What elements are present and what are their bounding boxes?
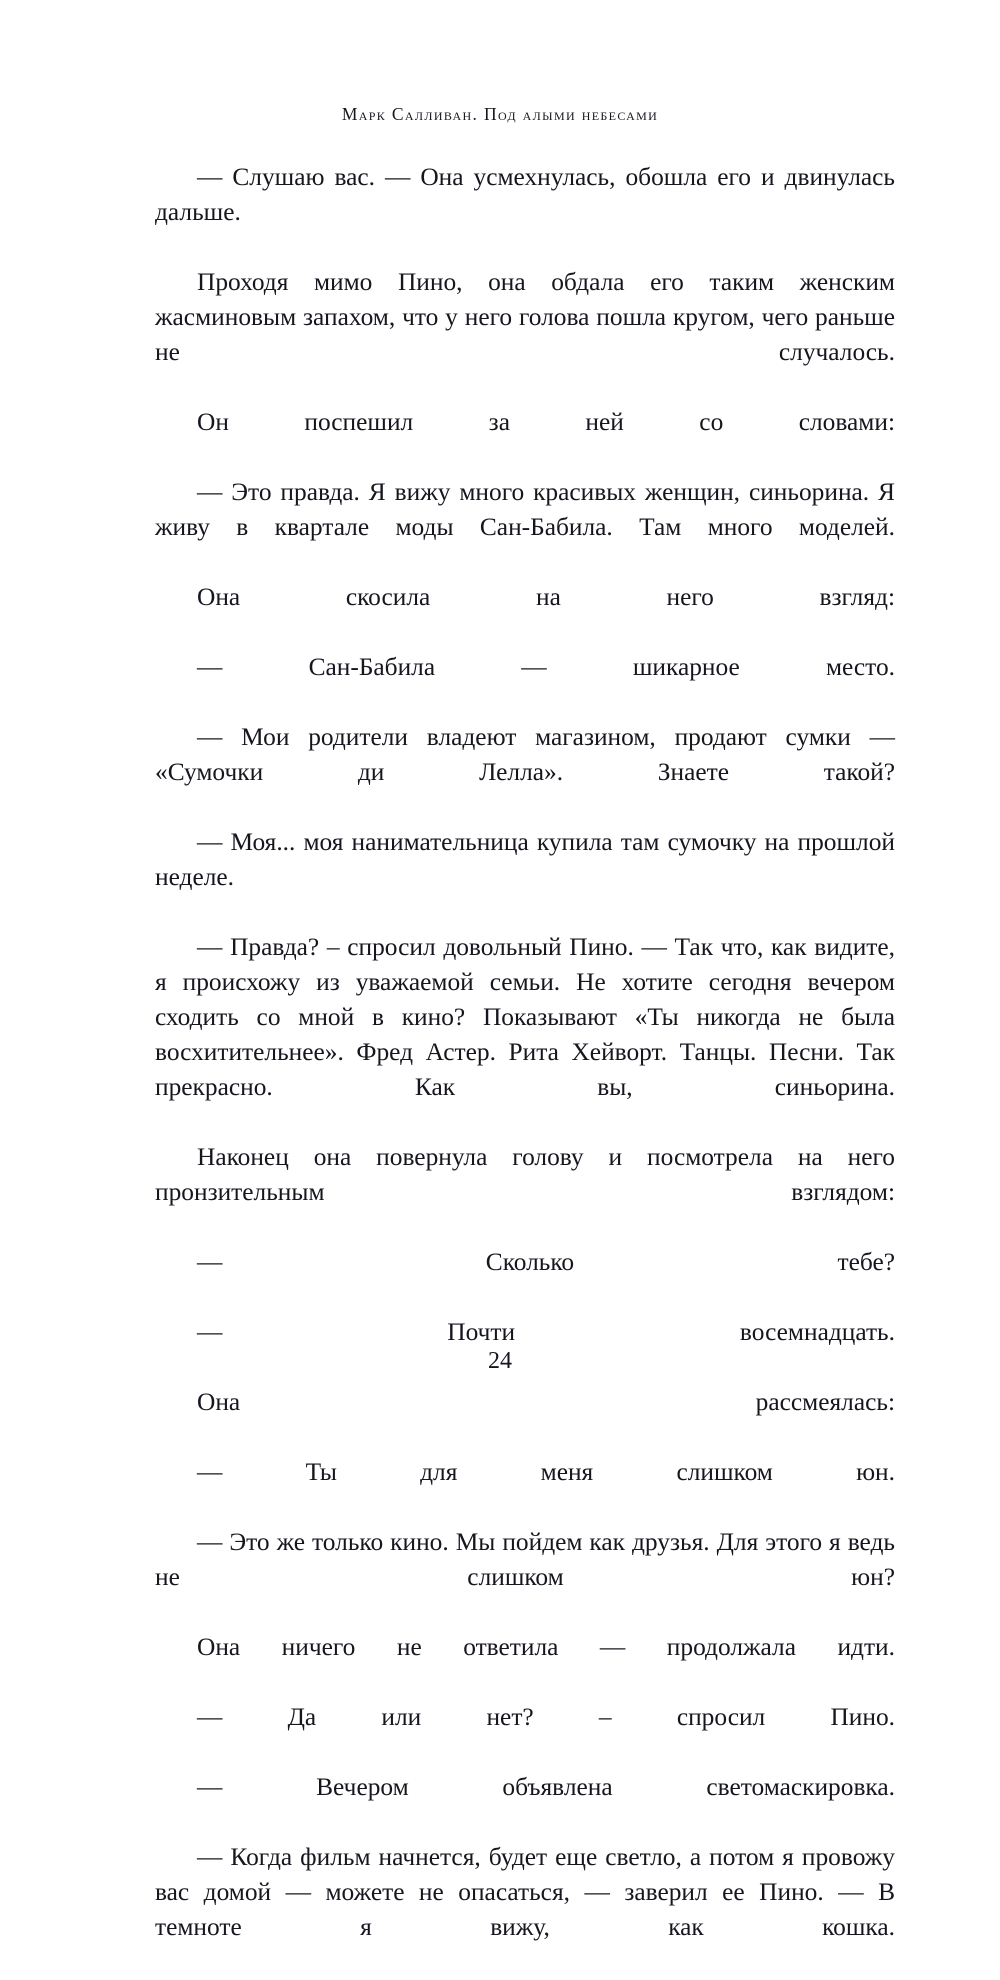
paragraph: — Слушаю вас. — Она усмехнулась, обошла его и двинулась дальше.	[155, 163, 895, 226]
page-number: 24	[488, 1348, 512, 1374]
paragraph: — Это же только кино. Мы пойдем как друзья. Для этого я ведь не слишком юн?	[155, 1528, 895, 1591]
paragraph: — Почти восемнадцать.	[197, 1318, 895, 1346]
body-text-block	[155, 160, 895, 1980]
paragraph: — Сколько тебе?	[197, 1248, 895, 1276]
paragraph: — Правда? – спросил довольный Пино. — Так что, как видите, я происхожу из уважаемой семьи. Не хотите сегодня вечером сходить со мной в кино? Показывают «Ты никогда не была восхитительнее». Фред Астер. Рита Хейворт. Танцы. Песни. Так прекрасно. Как вы, синьорина.	[155, 933, 895, 1101]
paragraph: — Вечером объявлена светомаскировка.	[197, 1773, 895, 1801]
running-head: Марк Салливан. Под алыми небесами	[341, 104, 659, 124]
paragraph: — Когда фильм начнется, будет еще светло, а потом я провожу вас домой — можете не опасаться, — заверил ее Пино. — В темноте я вижу, как кошка.	[155, 1843, 895, 1941]
paragraph: — Это правда. Я вижу много красивых женщин, синьорина. Я живу в квартале моды Сан-Бабила. Там много моделей.	[155, 478, 895, 541]
paragraph: — Мои родители владеют магазином, продают сумки — «Сумочки ди Лелла». Знаете такой?	[155, 723, 895, 786]
paragraph: — Сан-Бабила — шикарное место.	[197, 653, 895, 681]
paragraph: — Моя... моя нанимательница купила там сумочку на прошлой неделе.	[155, 828, 895, 891]
paragraph: Наконец она повернула голову и посмотрела на него пронзительным взглядом:	[155, 1143, 895, 1206]
paragraph: Она ничего не ответила — продолжала идти.	[197, 1633, 895, 1661]
paragraph: Она рассмеялась:	[197, 1388, 895, 1416]
paragraph: — Да или нет? – спросил Пино.	[197, 1703, 895, 1731]
paragraph: Проходя мимо Пино, она обдала его таким женским жасминовым запахом, что у него голова пошла кругом, чего раньше не случалось.	[155, 268, 895, 366]
paragraph: Она скосила на него взгляд:	[197, 583, 895, 611]
paragraph: — Ты для меня слишком юн.	[197, 1458, 895, 1486]
paragraph: Он поспешил за ней со словами:	[197, 408, 895, 436]
